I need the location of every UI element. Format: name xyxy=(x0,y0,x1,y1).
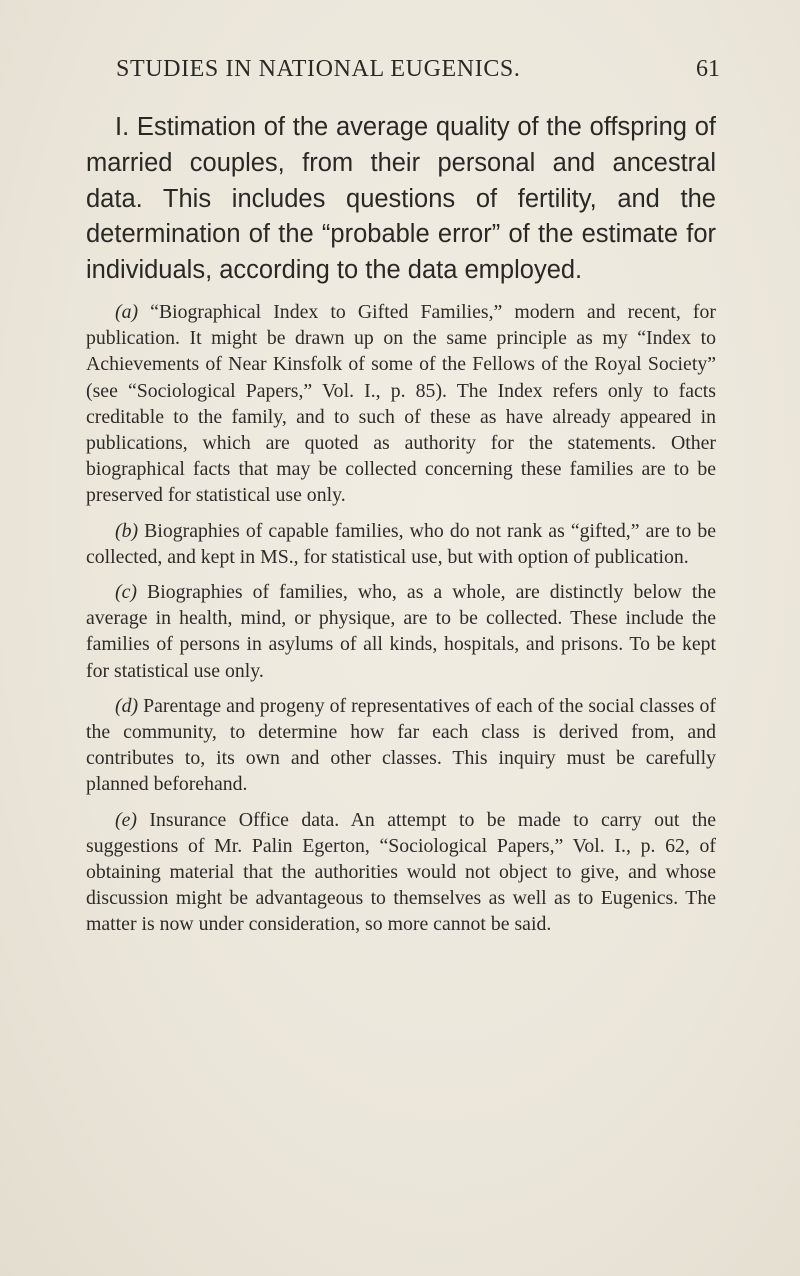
body-text xyxy=(86,110,716,947)
running-title: STUDIES IN NATIONAL EUGENICS. xyxy=(116,56,521,82)
paragraph-a xyxy=(86,299,716,509)
paragraph-text: Parentage and progeny of representatives of each of the social classes of the community, to determine how far each class is derived from, and contributes to, its own and other classes. This inquiry must be carefully planned beforehand. xyxy=(86,694,716,796)
paragraph-marker: (e) xyxy=(115,808,137,831)
paragraph-marker: (a) xyxy=(115,300,139,323)
paragraph-d xyxy=(86,693,716,798)
paragraph-text: Biographies of capable families, who do not rank as “gifted,” are to be collected, and kept in MS., for statistical use, but with option of publication. xyxy=(86,519,716,568)
paragraph-marker: (b) xyxy=(115,519,139,542)
paragraph-marker: (d) xyxy=(115,694,139,717)
page-header xyxy=(116,56,720,96)
paragraph-b xyxy=(86,518,716,570)
paragraph-marker: (c) xyxy=(115,581,137,604)
paragraph-c xyxy=(86,579,716,684)
lead-paragraph: I. Estimation of the average quality of the offspring of married couples, from their personal and ancestral data. This includes questions of fertility, and the determination of the “probable error” of the estimate for individuals, according to the data employed. xyxy=(86,113,716,285)
paragraph-text: Insurance Office data. An attempt to be made to carry out the suggestions of Mr. Palin Egerton, “Sociological Papers,” Vol. I., p. 62, of obtaining material that the authorities would not object to give, and whose discussion might be advantageous to themselves as well as to Eugenics. The matter is now under consideration, so more cannot be said. xyxy=(86,808,716,936)
paragraph-text: “Biographical Index to Gifted Families,” modern and recent, for publication. It might be drawn up on the same principle as my “Index to Achievements of Near Kinsfolk of some of the Fellows of the Royal Society” (see “Sociological Papers,” Vol. I., p. 85). The Index refers only to facts creditable to the family, and to such of these as have already appeared in publications, which are quoted as authority for the statements. Other biographical facts that may be collected concerning these families are to be preserved for statistical use only. xyxy=(86,300,716,507)
paragraph-text: Biographies of families, who, as a whole, are distinctly below the average in health, mind, or physique, are to be collected. These include the families of persons in asylums of all kinds, hospitals, and prisons. To be kept for statistical use only. xyxy=(86,581,716,682)
page-number: 61 xyxy=(696,56,720,82)
paragraph-e xyxy=(86,807,716,938)
